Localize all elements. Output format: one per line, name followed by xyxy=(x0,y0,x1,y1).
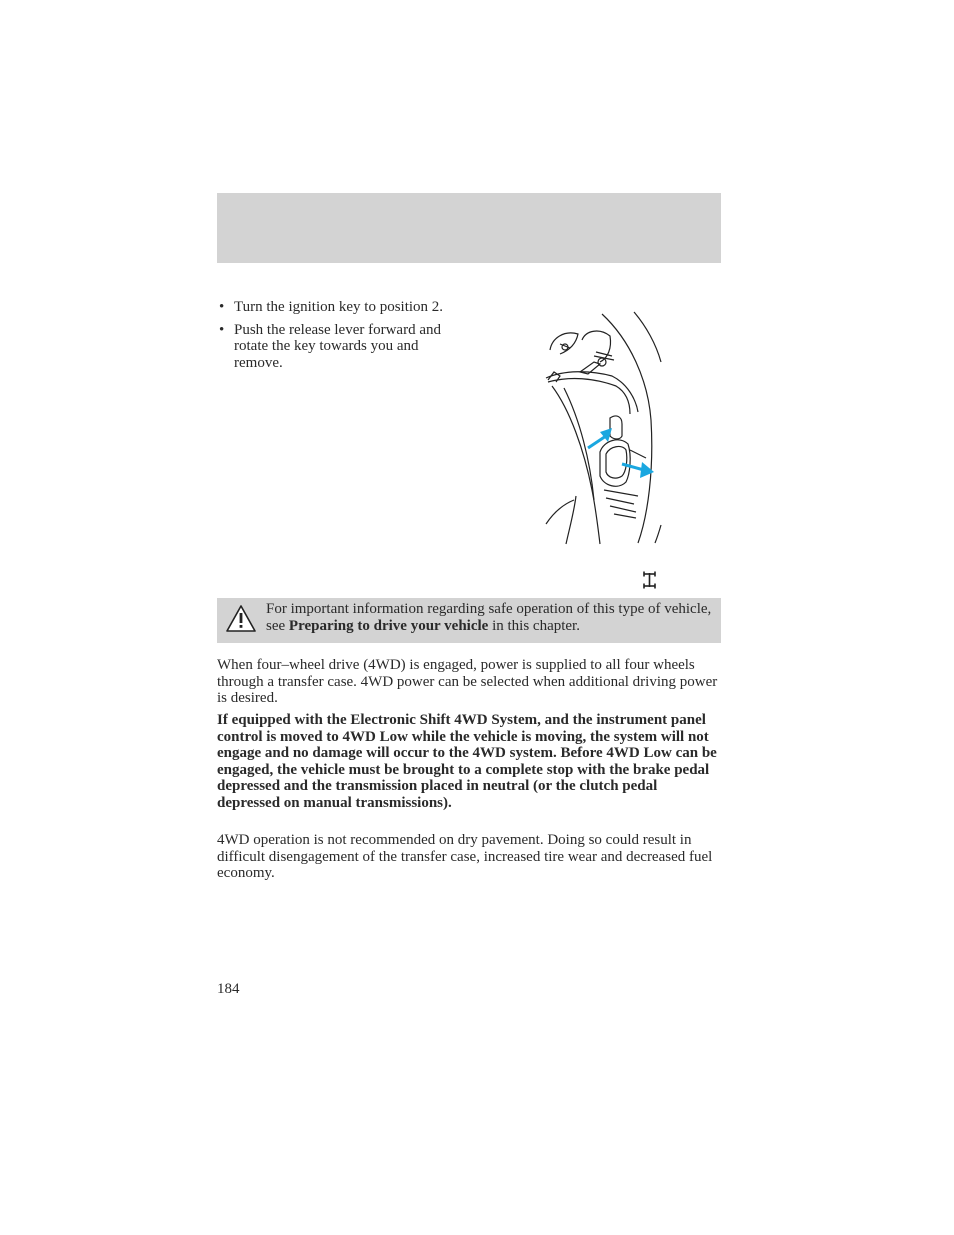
instruction-item: • Turn the ignition key to position 2. xyxy=(217,299,467,316)
instruction-item: • Push the release lever forward and rotate the key towards you and remove. xyxy=(217,322,467,372)
instruction-list xyxy=(217,299,467,377)
paragraph-electronic-shift-warning: If equipped with the Electronic Shift 4WD System, and the instrument panel control is moved to 4WD Low while the vehicle is moving, the system will not engage and no damage will occur to the 4WD system. Before 4WD Low can be engaged, the vehicle must be brought to a complete stop with the brake pedal depressed and the transmission placed in neutral (or the clutch pedal depressed on manual transmissions). xyxy=(217,712,717,811)
safety-warning-box xyxy=(217,598,721,643)
warning-triangle-icon xyxy=(225,604,257,633)
paragraph-4wd-intro: When four–wheel drive (4WD) is engaged, power is supplied to all four wheels through a transfer case. 4WD power can be selected when additional driving power is desired. xyxy=(217,657,718,706)
section-header-band xyxy=(217,193,721,263)
warning-reference-link[interactable]: Preparing to drive your vehicle xyxy=(288,618,489,634)
warning-text-before: For important information regarding safe operation of this type of vehicle, see xyxy=(266,601,712,634)
page-number: 184 xyxy=(217,981,240,997)
four-wheel-drive-icon xyxy=(641,570,658,590)
paragraph-dry-pavement: 4WD operation is not recommended on dry pavement. Doing so could result in difficult disengagement of the transfer case, increased tire wear and decreased fuel economy. xyxy=(217,832,713,881)
warning-text-after: in this chapter. xyxy=(488,618,580,634)
warning-text xyxy=(266,601,718,635)
ignition-key-illustration xyxy=(530,300,670,550)
